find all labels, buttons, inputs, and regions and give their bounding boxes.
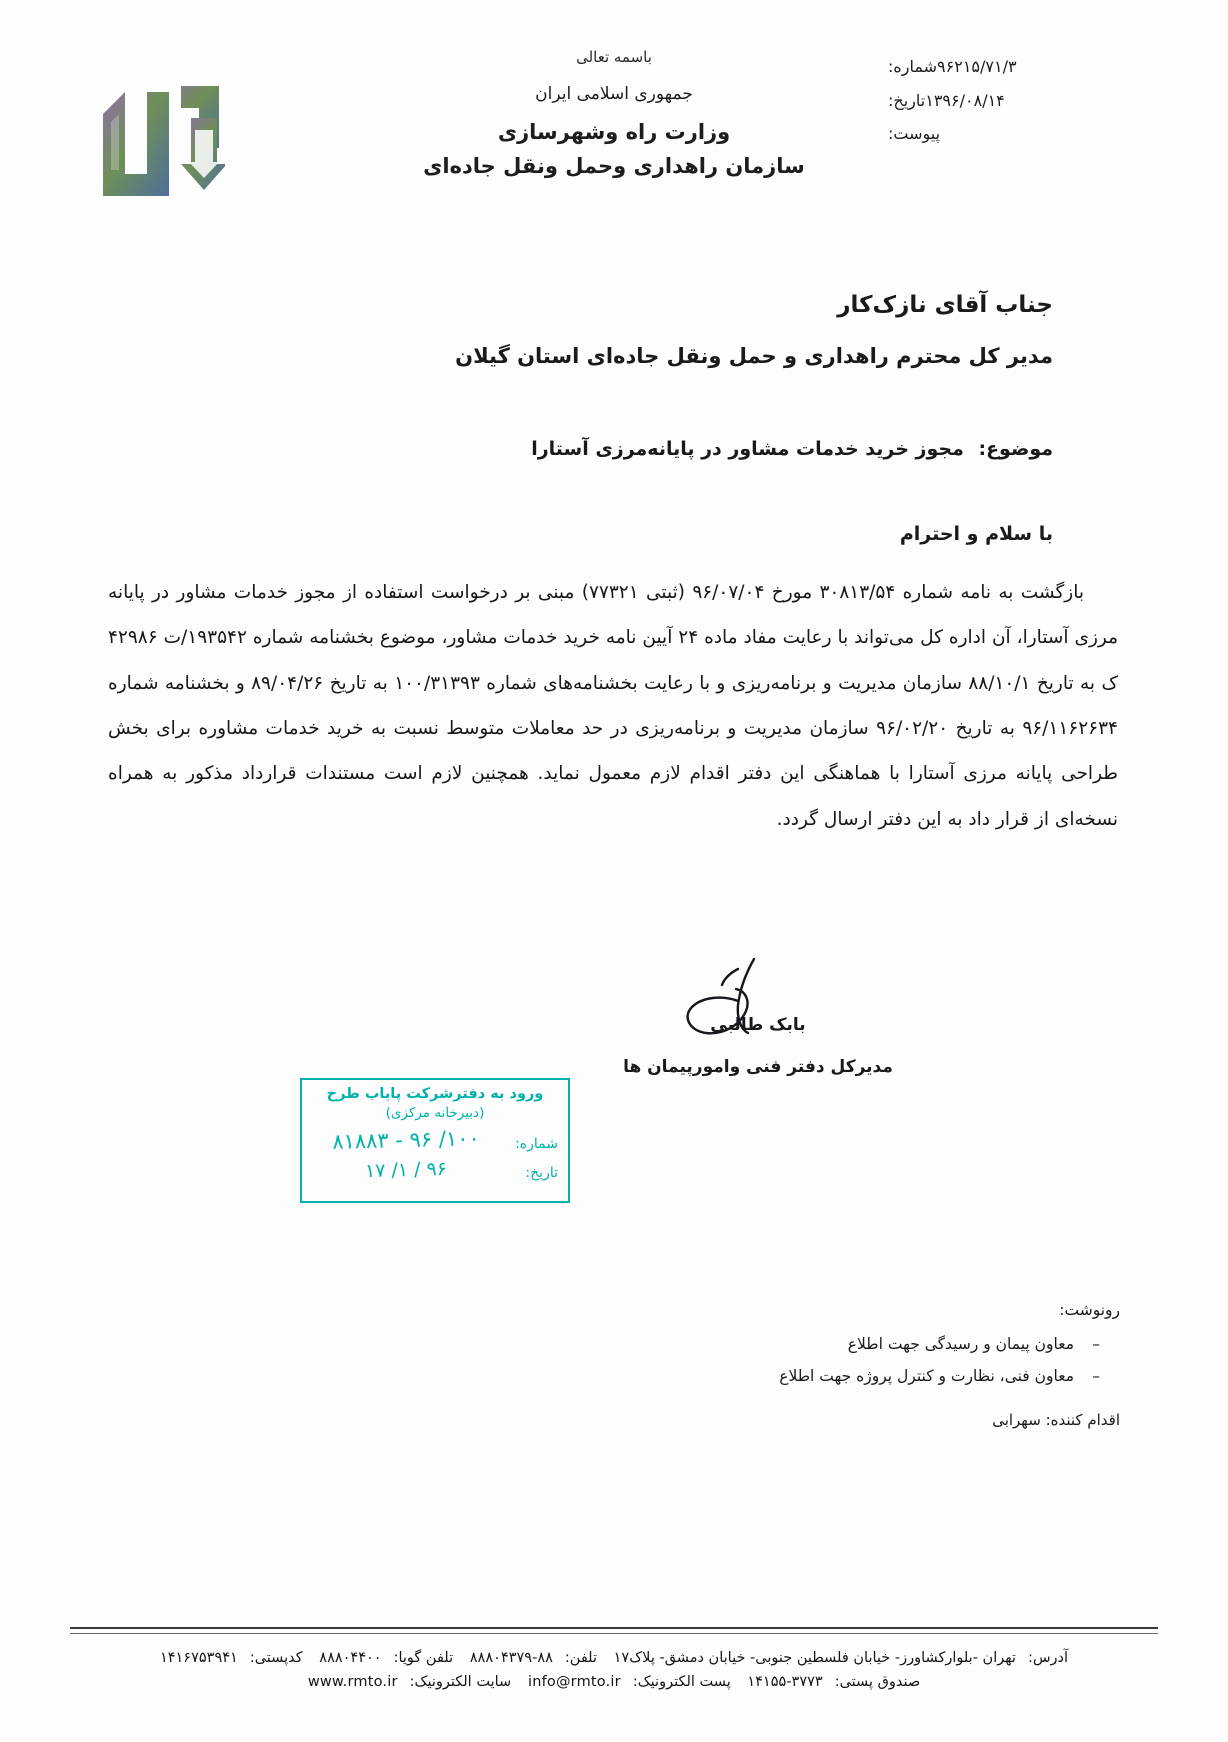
footer-phone-label: تلفن:: [564, 1650, 597, 1666]
body-paragraph: بازگشت به نامه شماره ۳۰۸۱۳/۵۴ مورخ ۹۶/۰۷/۰۴ (ثبتی ۷۷۳۲۱) مبنی بر درخواست استفاده از مجوز خدمات مشاور در پایانه مرزی آستارا، آن اداره کل می‌تواند با رعایت مفاد ماده ۲۴ آیین نامه خرید خدمات مشاور، موضوع بخشنامه شماره ۱۹۳۵۴۲/ت ۴۲۹۸۶ ک به تاریخ ۸۸/۱۰/۱ سازمان مدیریت و برنامه‌ریزی و با رعایت بخشنامه‌های شماره ۱۰۰/۳۱۳۹۳ به تاریخ ۸۹/۰۴/۲۶ و بخشنامه شماره ۹۶/۱۱۶۲۶۳۴ به تاریخ ۹۶/۰۲/۲۰ سازمان مدیریت و برنامه‌ریزی در حد معاملات متوسط نسبت به خرید خدمات مشاوره برای بخش طراحی پایانه مرزی آستارا با هماهنگی این دفتر اقدام لازم معمول نماید. همچنین لازم است مستندات قرارداد مذکور به همراه نسخه‌ای از قرار داد به این دفتر ارسال گردد.: [108, 582, 1119, 830]
list-item: [560, 1361, 1100, 1391]
footer-autophone-value: ۸۸۸۰۴۴۰۰: [319, 1650, 382, 1666]
stamp-number-value: ۱۰۰/ ۹۶ - ۸۱۸۸۳: [331, 1126, 481, 1154]
footer-phone-value: ۸۸-۸۸۸۰۴۳۷۹: [469, 1650, 553, 1666]
addressee-name: جناب آقای نازک‌کار: [837, 292, 1053, 318]
footer-email-value[interactable]: info@rmto.ir: [527, 1674, 621, 1690]
footer-autophone-label: تلفن گویا:: [393, 1650, 454, 1666]
footer-address-value: تهران -بلوارکشاورز- خیابان فلسطین جنوبی- خیابان دمشق- پلاک۱۷: [613, 1650, 1016, 1666]
meta-attachment-row: [888, 117, 1138, 151]
footer-site-value[interactable]: www.rmto.ir: [307, 1674, 398, 1690]
doer-row: [560, 1406, 1120, 1435]
document-footer: [70, 1627, 1158, 1690]
footer-pobox-label: صندوق پستی:: [834, 1674, 921, 1690]
addressee-title: مدیر کل محترم راهداری و حمل ونقل جاده‌ای استان گیلان: [455, 344, 1053, 368]
signer-name: بابک طالبی: [710, 1015, 806, 1035]
ministry-name: وزارت راه وشهرسازی: [497, 120, 731, 144]
cc-item-label: معاون فنی، نظارت و کنترل پروژه جهت اطلاع: [779, 1367, 1074, 1386]
addressee-block: [455, 292, 1053, 368]
subject-line: [531, 438, 1053, 460]
salutation-text: با سلام و احترام: [899, 523, 1053, 545]
body-text: [108, 570, 1118, 842]
stamp-date-row: [312, 1159, 558, 1181]
footer-email-label: پست الکترونیک:: [632, 1674, 731, 1690]
stamp-date-label: تاریخ:: [525, 1165, 558, 1181]
meta-number-value: ۹۶۲۱۵/۷۱/۳: [937, 57, 1017, 76]
carbon-copy-block: [560, 1295, 1120, 1435]
cc-item-label: معاون پیمان و رسیدگی جهت اطلاع: [847, 1335, 1074, 1354]
document-meta: [888, 50, 1138, 151]
stamp-number-row: [312, 1128, 558, 1152]
signer-title: مدیرکل دفتر فنی وامورپیمان ها: [623, 1057, 893, 1077]
meta-date-label: تاریخ:: [888, 90, 926, 110]
stamp-number-label: شماره:: [515, 1136, 558, 1152]
organization-name: سازمان راهداری وحمل ونقل جاده‌ای: [423, 154, 805, 178]
handwritten-signature-icon: [668, 955, 788, 1045]
stamp-date-value: ۹۶ / ۱/ ۱۷: [364, 1157, 448, 1183]
meta-attachment-label: پیوست:: [888, 124, 941, 144]
meta-date-value: ۱۳۹۶/۰۸/۱۴: [925, 90, 1005, 110]
meta-number-label: شماره:: [888, 57, 938, 76]
dash-icon: –: [1092, 1335, 1100, 1354]
rmto-logo-icon: [95, 78, 225, 208]
signature-block: [618, 1015, 898, 1077]
cc-title: رونوشت:: [1059, 1301, 1120, 1319]
stamp-subtitle: (دبیرخانه مرکزی): [385, 1105, 485, 1121]
subject-label: موضوع:: [978, 438, 1053, 460]
list-item: [560, 1329, 1100, 1359]
footer-address-label: آدرس:: [1027, 1650, 1069, 1666]
country-name: جمهوری اسلامی ایران: [535, 84, 693, 104]
footer-zip-label: کدپستی:: [249, 1650, 303, 1666]
footer-line-1: [70, 1650, 1158, 1666]
cc-list: [560, 1329, 1120, 1391]
meta-date-row: [888, 84, 1138, 118]
subject-text: مجوز خرید خدمات مشاور در پایانه‌مرزی آستارا: [531, 438, 964, 460]
footer-zip-value: ۱۴۱۶۷۵۳۹۴۱: [159, 1650, 238, 1666]
meta-number-row: [888, 50, 1138, 84]
footer-divider-top: [70, 1627, 1158, 1629]
stamp-title: ورود به دفترشرکت پایاب طرح: [326, 1086, 544, 1102]
footer-line-2: [70, 1674, 1158, 1690]
doer-label: اقدام کننده:: [1045, 1410, 1120, 1429]
footer-site-label: سایت الکترونیک:: [409, 1674, 512, 1690]
basmala-text: باسمه تعالی: [576, 48, 652, 66]
registration-stamp: [300, 1078, 570, 1203]
dash-icon: –: [1092, 1367, 1100, 1386]
footer-divider-bottom: [70, 1633, 1158, 1634]
footer-pobox-value: ۳۷۷۳-۱۴۱۵۵: [747, 1674, 823, 1690]
doer-value: سهرابی: [992, 1410, 1041, 1429]
